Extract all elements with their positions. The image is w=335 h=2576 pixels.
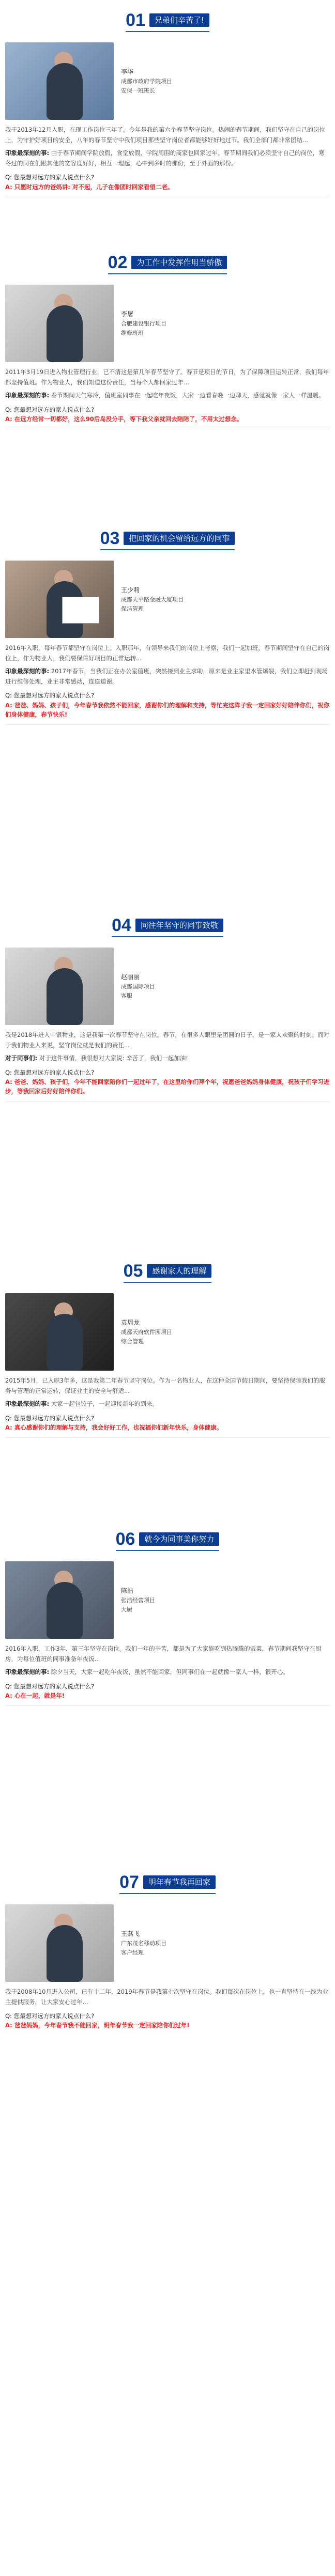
profile-org: 成都天府软件园项目 <box>121 1329 172 1336</box>
section-header <box>5 1258 330 1287</box>
question: Q: 您最想对远方的家人说点什么? <box>5 2012 95 2020</box>
section-5 <box>0 1251 335 1519</box>
impressive-block <box>5 1667 330 1678</box>
section-3 <box>0 518 335 905</box>
impressive-block <box>5 666 330 687</box>
answer: A: 爸爸、妈妈、孩子们，今年春节我依然不能回家，感谢你们的理解和支持，等忙完这阵子我一定回家好好陪伴你们，祝你们身体健康，春节快乐! <box>5 701 330 718</box>
profile-info <box>121 1929 166 1957</box>
section-number-box <box>124 1262 212 1283</box>
section-number: 02 <box>108 253 128 272</box>
profile-photo <box>5 42 114 120</box>
question: Q: 您最想对远方的家人说点什么? <box>5 692 95 700</box>
profile-role: 综合管理 <box>121 1338 144 1345</box>
section-title: 为工作中发挥作用当骄傲 <box>131 256 227 269</box>
impressive-text: 大家一起包饺子，一起迎接新年的到来。 <box>51 1400 158 1408</box>
section-title: 感谢家人的理解 <box>147 1264 211 1278</box>
profile-name: 陈浩 <box>121 1587 134 1594</box>
profile <box>5 948 330 1025</box>
section-2 <box>0 242 335 518</box>
profile-role: 客户经理 <box>121 1949 144 1956</box>
section-title: 兄弟们辛苦了! <box>149 13 209 27</box>
photo-person <box>47 305 83 362</box>
divider <box>5 1101 330 1102</box>
profile-role: 大厨 <box>121 1606 132 1613</box>
qa <box>5 1682 330 1701</box>
section-number: 06 <box>115 1529 135 1549</box>
qa <box>5 173 330 192</box>
profile-info <box>121 972 155 1000</box>
impressive-text: 除夕当天，大家一起吃年夜饭，虽然不能回家，但同事们在一起就像一家人一样，很开心。 <box>51 1668 289 1676</box>
intro-text: 我于2013年12月入职，在现工作岗位三年了。今年是我的第六个春节坚守岗位。热闹的春节期间，我们坚守在自己的岗位上，为守护好项目的安全，八年的春节坚守中我们项目那些坚守岗位者都能够好好地过节。我们全部门都非常团结... <box>5 126 325 144</box>
section-title: 就今为同事美你努力 <box>139 1532 219 1546</box>
section-title: 把回家的机会留给远方的同事 <box>124 532 235 545</box>
answer: A: 真心感谢你们的理解与支持，我会好好工作，也祝福你们新年快乐，身体健康。 <box>5 1424 223 1432</box>
qa <box>5 691 330 719</box>
qa <box>5 1068 330 1096</box>
question: Q: 您最想对远方的家人说点什么? <box>5 1682 95 1690</box>
photo-sign <box>62 597 99 624</box>
profile-name: 袁周龙 <box>121 1318 140 1326</box>
profile-info <box>121 1586 155 1614</box>
profile-name: 王少莉 <box>121 586 140 594</box>
impressive-text: 2017年春节，当我们正在办公室值班，突然接到业主求助，原来是业主家里水管爆裂，我们立即赶到现场进行维修处理，业主非常感动，连连道谢。 <box>5 668 328 685</box>
section-title: 明年春节我再回家 <box>143 1875 216 1889</box>
profile-role: 保洁管理 <box>121 605 144 612</box>
impressive-block <box>5 1053 330 1064</box>
impressive-label: 印象最深刻的事: <box>5 392 50 399</box>
section-number-box <box>108 254 227 274</box>
profile-photo <box>5 1904 114 1982</box>
profile-org: 成都市政府学院项目 <box>121 78 172 85</box>
section-title: 同往年坚守的同事致敬 <box>135 919 223 932</box>
section-number: 05 <box>123 1261 143 1281</box>
section-header <box>5 1526 330 1555</box>
section-number-box <box>116 1530 220 1551</box>
impressive-block <box>5 391 330 401</box>
intro-text: 2011年3月19日进入物业管理行业，已不清这是第几年春节坚守了。春节是项目的节日，为了保障项目运转正常，我们每年都坚持值班。作为物业人，我们知道这份责任，当每个人都回家过年... <box>5 368 329 386</box>
profile-name: 李屠 <box>121 310 134 318</box>
profile-org: 成都国际项目 <box>121 983 155 990</box>
answer: A: 爸爸妈妈，今年春节我不能回家，明年春节我一定回家陪你们过年! <box>5 2022 190 2029</box>
section-number-box <box>119 1873 216 1894</box>
profile-photo <box>5 1561 114 1639</box>
section-header <box>5 1869 330 1898</box>
profile-info <box>121 585 184 613</box>
profile-role: 安保一班班长 <box>121 87 155 94</box>
section-number: 01 <box>126 10 145 30</box>
divider <box>5 1705 330 1706</box>
profile <box>5 561 330 638</box>
qa <box>5 2011 330 2030</box>
photo-person <box>47 63 83 120</box>
impressive-label: 对于同事们: <box>5 1054 38 1062</box>
profile <box>5 1561 330 1639</box>
profile-org: 张浩经营项目 <box>121 1597 155 1604</box>
profile-photo <box>5 948 114 1025</box>
section-header <box>5 912 330 941</box>
impressive-label: 印象最深刻的事: <box>5 149 50 157</box>
intro-text: 2016年入职，工作3年，第三年坚守在岗位。我们一年的辛苦，都是为了大家能吃到热腾腾的饭菜，春节期间我坚守在厨房，为每位值班的同事准备年夜饭... <box>5 1645 322 1663</box>
section-header <box>5 7 330 36</box>
impressive-label: 印象最深刻的事: <box>5 1400 50 1408</box>
section-1 <box>0 0 335 242</box>
profile <box>5 1904 330 1982</box>
section-header <box>5 525 330 554</box>
intro-text: 2016年入职，每年春节都坚守在岗位上。入职那年，有领导来我们的岗位上考察，我们一起加班，春节期间坚守在自己的岗位上，作为物业人，我们要保障好项目的正常运转... <box>5 644 330 662</box>
answer: A: 心在一起，就是年! <box>5 1692 65 1700</box>
section-number: 07 <box>119 1872 139 1892</box>
answer: A: 只愿时远方的爸妈讲: 对不起，儿子在像团时回家看望二老。 <box>5 183 174 191</box>
profile-name: 赵丽丽 <box>121 973 140 981</box>
section-number: 04 <box>112 915 131 935</box>
photo-person <box>47 968 83 1025</box>
question: Q: 您最想对远方的家人说点什么? <box>5 406 95 413</box>
profile-name: 李华 <box>121 68 134 75</box>
intro-text: 我是2018年进入中银物业，这是我第一次春节坚守在岗位。春节，在很多人眼里是团圆的日子，是一家人欢聚的时刻。而对于我们物业人来说，坚守岗位就是我们的责任... <box>5 1031 330 1049</box>
profile-org: 广东茂名移动项目 <box>121 1940 166 1947</box>
profile-role: 客服 <box>121 992 132 999</box>
section-number-box <box>112 917 223 937</box>
profile-name: 王燕飞 <box>121 1930 140 1937</box>
profile <box>5 42 330 120</box>
impressive-block <box>5 1399 330 1409</box>
impressive-text: 对于这件事情，我很想对大家说: 辛苦了，我们一起加油! <box>39 1054 188 1062</box>
photo-person <box>47 1314 83 1371</box>
impressive-label: 印象最深刻的事: <box>5 668 50 675</box>
profile-photo <box>5 1293 114 1371</box>
impressive-text: 由于春节期间学院放假，食堂放假，学院周围的商家也回家过年。春节期间我们必须坚守自己的岗位，寒冬过的同在们跟其他的宽容度好好，相互一理起，心中到多时的那份，至于外面的那份。 <box>5 149 325 167</box>
question: Q: 您最想对远方的家人说点什么? <box>5 1068 95 1076</box>
photo-person <box>47 1925 83 1982</box>
profile <box>5 1293 330 1371</box>
profile-org: 成都天平路金融大厦项目 <box>121 596 184 603</box>
profile-info <box>121 309 166 337</box>
section-number-box <box>126 11 209 32</box>
section-7 <box>0 1862 335 2120</box>
section-6 <box>0 1519 335 1862</box>
qa <box>5 1414 330 1433</box>
profile-info <box>121 67 172 95</box>
answer: A: 爸爸、妈妈、孩子们，今年不能回家陪你们一起过年了，在这里给你们拜个年，祝愿爸爸妈妈身体健康，祝孩子们学习进步，等我回家后好好陪伴你们。 <box>5 1078 330 1095</box>
profile <box>5 285 330 362</box>
profile-role: 维修班班 <box>121 329 144 336</box>
section-number-box <box>100 530 235 550</box>
intro-text: 2015年5月，已入职3年多，这是我第二年春节坚守岗位。作为一名物业人，在这种全国节假日期间，要坚持保障我们的服务与管理的正常运转，保证业主的安全与舒适... <box>5 1377 325 1394</box>
impressive-label: 印象最深刻的事: <box>5 1668 50 1676</box>
photo-person <box>47 1582 83 1639</box>
impressive-block <box>5 148 330 168</box>
section-4 <box>0 905 335 1251</box>
answer: A: 在远方经常一切都好，这么90后岛没分手，等下我父亲就回去陪陪了，不用太过想念。 <box>5 415 243 423</box>
section-header <box>5 250 330 278</box>
profile-info <box>121 1318 172 1346</box>
question: Q: 您最想对远方的家人说点什么? <box>5 1414 95 1422</box>
impressive-text: 春节期间天气寒冷，值班室同事在一起吃年夜饭，大家一边看春晚一边聊天，感觉就像一家人一样温暖。 <box>51 392 325 399</box>
section-number: 03 <box>100 529 120 548</box>
profile-org: 合肥建设银行项目 <box>121 320 166 327</box>
divider <box>5 724 330 725</box>
intro-text: 我于2008年10月进入公司，已有十二年，2019年春节是我第七次坚守在岗位。我们每次在岗位上，也一直坚持在一线为业主提供服务，让大家安心过年... <box>5 1988 329 2006</box>
divider <box>5 1437 330 1438</box>
question: Q: 您最想对远方的家人说点什么? <box>5 174 95 181</box>
profile-photo <box>5 561 114 638</box>
qa <box>5 405 330 424</box>
profile-photo <box>5 285 114 362</box>
